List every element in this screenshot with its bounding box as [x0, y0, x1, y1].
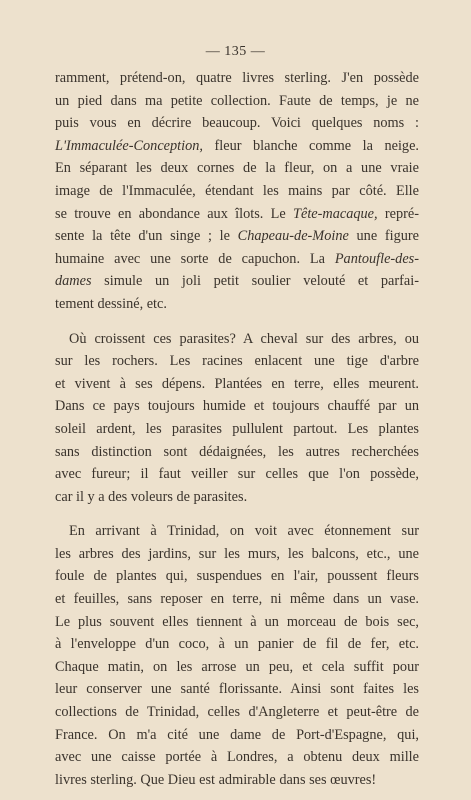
text-line: [55, 135, 419, 158]
italic-text: L'Immaculée-Conception,: [55, 137, 203, 154]
text-segment: un pied dans ma petite collection. Faute de temps, je ne: [55, 92, 419, 109]
text-segment: tement dessiné, etc.: [55, 295, 167, 312]
text-segment: collections de Trinidad, celles d'Angleterre et peut-être de: [55, 704, 419, 721]
text-segment: simule un joli petit soulier velouté et parfai-: [91, 273, 419, 290]
text-line: [55, 270, 419, 293]
text-line: [55, 463, 419, 486]
text-line: [55, 67, 419, 90]
body-text: [55, 67, 419, 791]
text-line: [55, 701, 419, 724]
text-segment: et feuilles, sans reposer en terre, ni même dans un vase.: [55, 591, 419, 608]
text-line: [55, 395, 419, 418]
text-line: [55, 520, 419, 543]
page-number: — 135 —: [205, 44, 266, 59]
text-line: [55, 656, 419, 679]
text-segment: les arbres des jardins, sur les murs, les balcons, etc., une: [55, 545, 419, 562]
text-line: [55, 373, 419, 396]
text-segment: avec une caisse portée à Londres, a obtenu deux mille: [55, 749, 419, 766]
italic-text: Tête-macaque,: [293, 205, 378, 222]
text-segment: ramment, prétend-on, quatre livres sterling. J'en possède: [55, 70, 419, 86]
text-segment: France. On m'a cité une dame de Port-d'Espagne, qui,: [55, 726, 419, 743]
text-segment: et vivent à ses dépens. Plantées en terre, elles meurent.: [55, 375, 419, 392]
text-line: [55, 678, 419, 701]
text-segment: Où croissent ces parasites? A cheval sur des arbres, ou: [69, 330, 419, 347]
text-line: [55, 293, 419, 316]
text-line: [55, 611, 419, 634]
text-line: [55, 248, 419, 271]
text-segment: soleil ardent, les parasites pullulent partout. Les plantes: [55, 420, 419, 437]
text-line: [55, 180, 419, 203]
text-segment: leur conserver une santé florissante. Ainsi sont faites les: [55, 681, 419, 698]
text-line: [55, 225, 419, 248]
text-line: [55, 441, 419, 464]
text-segment: une figure: [348, 228, 419, 245]
text-line: [55, 769, 419, 792]
text-line: [55, 418, 419, 441]
text-segment: se trouve en abondance aux îlots. Le: [55, 205, 294, 222]
text-segment: humaine avec une sorte de capuchon. La: [55, 250, 335, 267]
text-segment: fleur blanche comme la neige.: [202, 137, 419, 154]
text-segment: repré-: [377, 205, 419, 222]
text-line: [55, 543, 419, 566]
paragraph-gap: [55, 316, 419, 328]
paragraph: [55, 520, 419, 791]
text-line: [55, 203, 419, 226]
text-segment: En arrivant à Trinidad, on voit avec étonnement sur: [69, 523, 419, 540]
text-segment: à l'enveloppe d'un coco, à un panier de fil de fer, etc.: [55, 636, 419, 653]
text-segment: sur les rochers. Les racines enlacent une tige d'arbre: [55, 353, 419, 370]
text-line: [55, 350, 419, 373]
italic-text: Chapeau-de-Moine: [237, 228, 349, 245]
text-segment: image de l'Immaculée, étendant les mains par côté. Elle: [55, 182, 419, 199]
text-line: [55, 486, 419, 509]
text-segment: sans distinction sont dédaignées, les autres recherchées: [55, 443, 419, 460]
text-line: [55, 633, 419, 656]
text-line: [55, 565, 419, 588]
text-line: [55, 746, 419, 769]
text-line: [55, 112, 419, 135]
text-segment: car il y a des voleurs de parasites.: [55, 488, 248, 505]
text-segment: sente la tête d'un singe ; le: [55, 228, 238, 245]
italic-text: dames: [55, 273, 92, 290]
text-line: [55, 157, 419, 180]
text-segment: Dans ce pays toujours humide et toujours chauffé par un: [55, 398, 419, 415]
text-segment: livres sterling. Que Dieu est admirable dans ses œuvres!: [55, 771, 377, 788]
text-line: [55, 588, 419, 611]
text-segment: Le plus souvent elles tiennent à un morceau de bois sec,: [55, 613, 419, 630]
text-segment: Chaque matin, on les arrose un peu, et cela suffit pour: [55, 658, 419, 675]
text-segment: foule de plantes qui, suspendues en l'air, poussent fleurs: [55, 568, 419, 585]
paragraph: [55, 328, 419, 509]
paragraph: [55, 67, 419, 316]
text-segment: En séparant les deux cornes de la fleur, on a une vraie: [55, 160, 419, 177]
italic-text: Pantoufle-des-: [334, 250, 419, 267]
text-line: [55, 90, 419, 113]
text-line: [55, 724, 419, 747]
text-segment: puis vous en décrire beaucoup. Voici quelques noms :: [55, 115, 419, 132]
text-segment: avec fureur; il faut veiller sur celles que l'on possède,: [55, 466, 419, 483]
paragraph-gap: [55, 508, 419, 520]
text-line: [55, 328, 419, 351]
